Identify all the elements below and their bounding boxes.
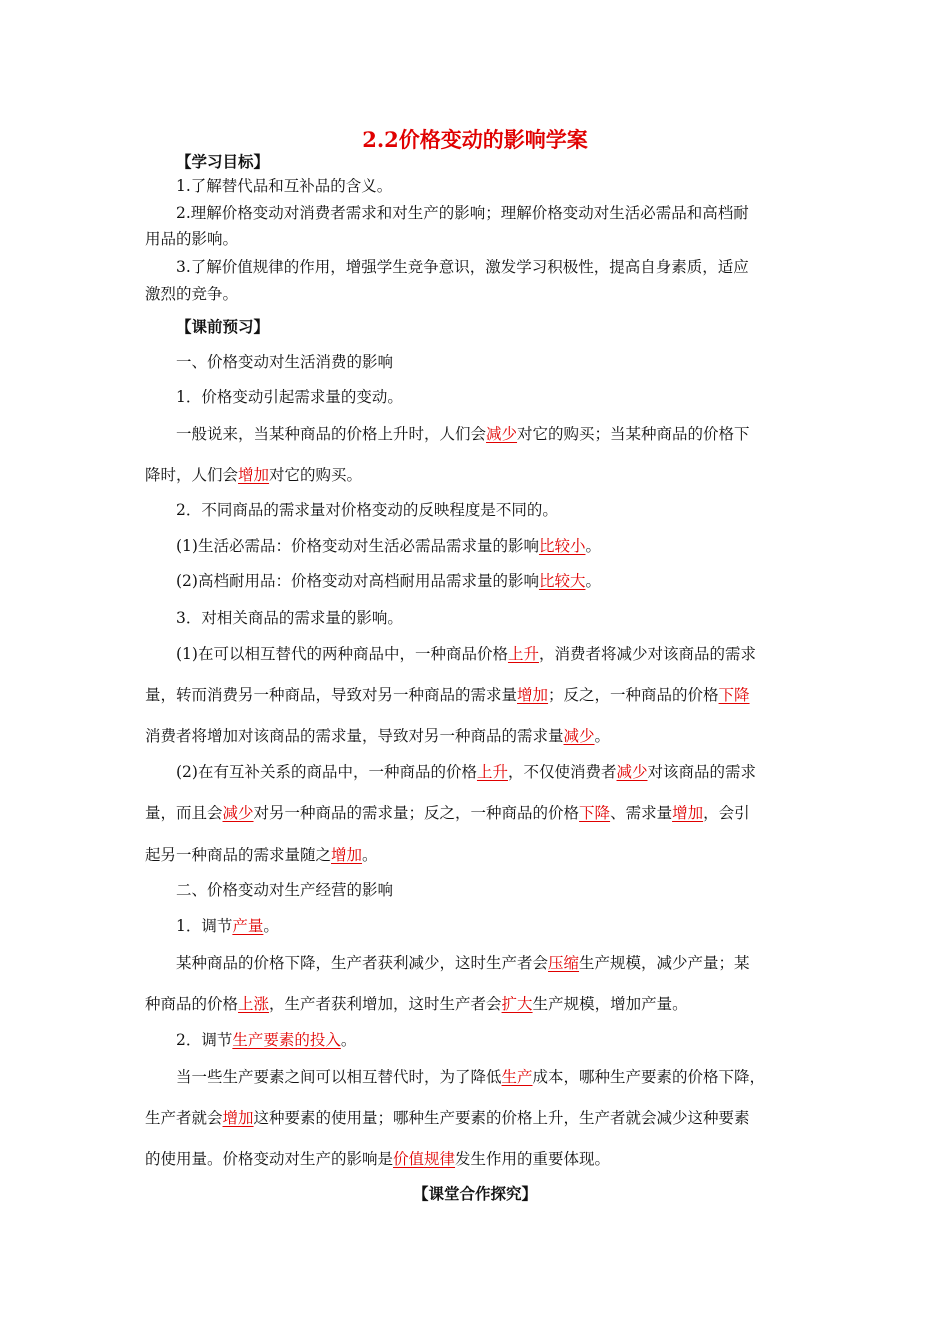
answer-blank: 产量 xyxy=(232,917,264,935)
answer-blank: 上升 xyxy=(476,763,508,781)
answer-blank: 增加 xyxy=(331,846,363,864)
p3-1-line-a: (1)在可以相互替代的两种商品中，一种商品价格上升，消费者将减少对该商品的需求 xyxy=(176,645,756,663)
objective-3: 3.了解价值规律的作用，增强学生竞争意识，激发学习积极性，提高自身素质，适应 xyxy=(176,258,749,276)
p2-item-1: (1)生活必需品：价格变动对生活必需品需求量的影响比较小。 xyxy=(176,537,601,555)
objective-3-cont: 激烈的竞争。 xyxy=(145,285,239,303)
p2-title: 2．不同商品的需求量对价格变动的反映程度是不同的。 xyxy=(176,501,558,519)
answer-blank: 价值规律 xyxy=(393,1150,456,1168)
answer-blank: 减少 xyxy=(486,425,518,443)
p2-item-2: (2)高档耐用品：价格变动对高档耐用品需求量的影响比较大。 xyxy=(176,572,601,590)
objectives-heading: 【学习目标】 xyxy=(176,152,270,171)
p3-1-line-c: 消费者将增加对该商品的需求量，导致对另一种商品的需求量减少。 xyxy=(145,727,611,745)
answer-blank: 压缩 xyxy=(548,954,580,972)
p1-line-a: 一般说来，当某种商品的价格上升时，人们会减少对它的购买；当某种商品的价格下 xyxy=(176,425,750,443)
answer-blank: 减少 xyxy=(616,763,648,781)
answer-blank: 生产 xyxy=(501,1068,533,1086)
p3-2-line-c: 起另一种商品的需求量随之增加。 xyxy=(145,846,378,864)
answer-blank: 比较小 xyxy=(538,537,586,555)
answer-blank: 增加 xyxy=(238,466,270,484)
answer-blank: 上涨 xyxy=(238,995,270,1013)
answer-blank: 扩大 xyxy=(501,995,533,1013)
q2-title: 2．调节生产要素的投入。 xyxy=(176,1031,357,1049)
objective-2-cont: 用品的影响。 xyxy=(145,230,239,248)
answer-blank: 减少 xyxy=(222,804,254,822)
answer-blank: 上升 xyxy=(507,645,539,663)
section1-title: 一、价格变动对生活消费的影响 xyxy=(176,353,394,371)
objective-1: 1.了解替代品和互补品的含义。 xyxy=(176,177,393,195)
answer-blank: 增加 xyxy=(517,686,549,704)
preview-heading: 【课前预习】 xyxy=(176,317,270,336)
answer-blank: 生产要素的投入 xyxy=(232,1031,341,1049)
p3-title: 3．对相关商品的需求量的影响。 xyxy=(176,609,403,627)
p1-line-b: 降时，人们会增加对它的购买。 xyxy=(145,466,363,484)
objective-2: 2.理解价格变动对消费者需求和对生产的影响；理解价格变动对生活必需品和高档耐 xyxy=(176,204,749,222)
p1-title: 1．价格变动引起需求量的变动。 xyxy=(176,388,403,406)
page-title: 2.2价格变动的影响学案 xyxy=(362,127,588,152)
p3-2-line-a: (2)在有互补关系的商品中，一种商品的价格上升，不仅使消费者减少对该商品的需求 xyxy=(176,763,757,781)
q2-line-b: 生产者就会增加这种要素的使用量；哪种生产要素的价格上升，生产者就会减少这种要素 xyxy=(145,1109,750,1127)
answer-blank: 下降 xyxy=(579,804,611,822)
q1-line-a: 某种商品的价格下降，生产者获利减少，这时生产者会压缩生产规模，减少产量；某 xyxy=(176,954,750,972)
answer-blank: 下降 xyxy=(718,686,750,704)
section2-title: 二、价格变动对生产经营的影响 xyxy=(176,881,394,899)
q2-line-a: 当一些生产要素之间可以相互替代时，为了降低生产成本，哪种生产要素的价格下降， xyxy=(176,1068,766,1086)
q1-title: 1．调节产量。 xyxy=(176,917,279,935)
answer-blank: 增加 xyxy=(672,804,704,822)
p3-1-line-b: 量，转而消费另一种商品，导致对另一种商品的需求量增加；反之，一种商品的价格下降 xyxy=(145,686,750,704)
answer-blank: 增加 xyxy=(222,1109,254,1127)
classroom-heading: 【课堂合作探究】 xyxy=(412,1184,537,1203)
q1-line-b: 种商品的价格上涨，生产者获利增加，这时生产者会扩大生产规模，增加产量。 xyxy=(145,995,688,1013)
p3-2-line-b: 量，而且会减少对另一种商品的需求量；反之，一种商品的价格下降、需求量增加，会引 xyxy=(145,804,750,822)
answer-blank: 减少 xyxy=(563,727,595,745)
q2-line-c: 的使用量。价格变动对生产的影响是价值规律发生作用的重要体现。 xyxy=(145,1150,611,1168)
answer-blank: 比较大 xyxy=(538,572,586,590)
